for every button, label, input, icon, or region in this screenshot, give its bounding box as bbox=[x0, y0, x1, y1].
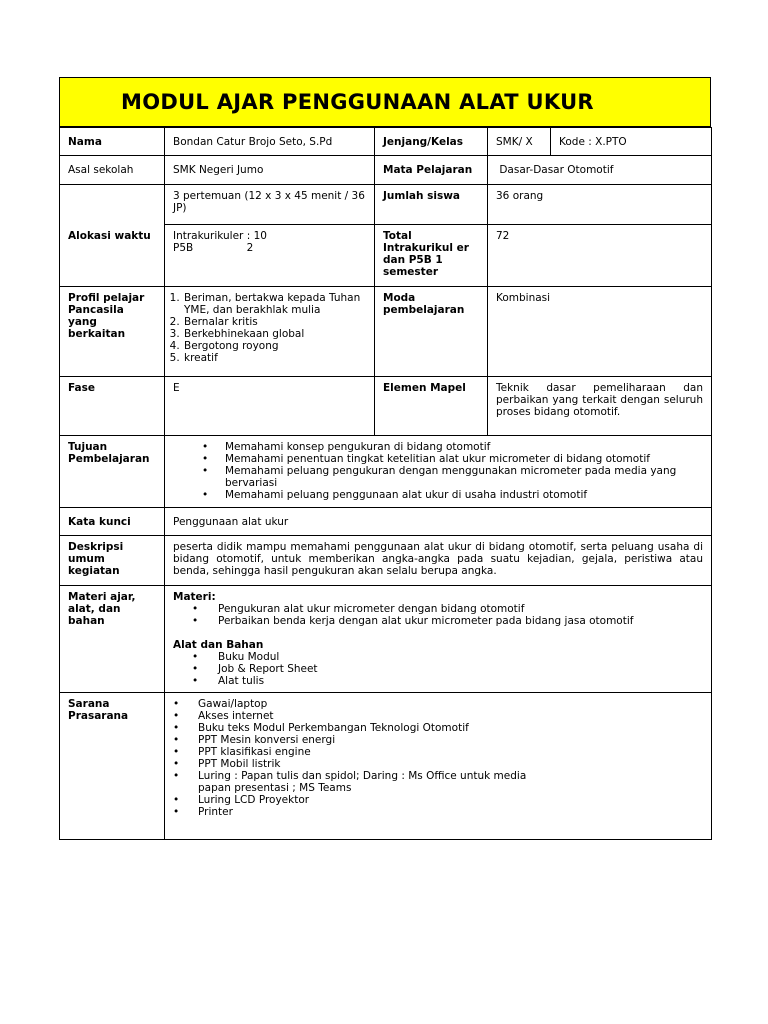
row-alokasi bbox=[60, 185, 712, 225]
label-nama: Nama bbox=[60, 128, 165, 156]
label-jumlah-siswa: Jumlah siswa bbox=[375, 185, 488, 225]
list-item: 5. kreatif bbox=[183, 352, 366, 364]
value-jenjang: SMK/ X bbox=[488, 128, 551, 156]
intra-line: Intrakurikuler : 10 bbox=[173, 230, 267, 242]
list-item: • Akses internet bbox=[173, 710, 543, 722]
alat-bahan-heading: Alat dan Bahan bbox=[173, 639, 264, 651]
row-profil bbox=[60, 287, 712, 377]
value-moda: Kombinasi bbox=[488, 287, 712, 377]
value-mapel: Dasar-Dasar Otomotif bbox=[488, 156, 712, 185]
row-deskripsi bbox=[60, 536, 712, 586]
sarana-spacer bbox=[551, 693, 712, 840]
label-moda: Moda pembelajaran bbox=[375, 287, 488, 377]
value-total-intra: 72 bbox=[488, 225, 712, 287]
label-profil: Profil pelajar Pancasila yang berkaitan bbox=[60, 287, 165, 377]
value-deskripsi: peserta didik mampu memahami penggunaan alat ukur di bidang otomotif, serta peluang usaha di bidang otomotif, untuk memberikan angka-angka pada suatu kejadian, gejala, peristiwa atau benda, sehingga hasil pengukuran akan selalu berupa angka. bbox=[165, 536, 712, 586]
value-asal: SMK Negeri Jumo bbox=[165, 156, 375, 185]
label-tujuan: Tujuan Pembelajaran bbox=[60, 436, 165, 508]
row-nama bbox=[60, 128, 712, 156]
value-intrakurikuler bbox=[165, 225, 375, 287]
row-asal bbox=[60, 156, 712, 185]
tujuan-list bbox=[173, 441, 703, 501]
list-item: • Printer bbox=[173, 806, 543, 818]
list-item: • Buku Modul bbox=[173, 651, 703, 663]
list-item: • Memahami peluang pengukuran dengan menggunakan micrometer pada media yang bervariasi bbox=[173, 465, 703, 489]
list-item: 1. Beriman, bertakwa kepada Tuhan YME, dan berakhlak mulia bbox=[183, 292, 366, 316]
list-item: 4. Bergotong royong bbox=[183, 340, 366, 352]
value-jumlah-siswa: 36 orang bbox=[488, 185, 712, 225]
list-item: 3. Berkebhinekaan global bbox=[183, 328, 366, 340]
document-title: MODUL AJAR PENGGUNAAN ALAT UKUR bbox=[121, 90, 594, 114]
value-tujuan bbox=[165, 436, 712, 508]
value-alokasi: 3 pertemuan (12 x 3 x 45 menit / 36 JP) bbox=[165, 185, 375, 225]
sarana-list bbox=[173, 698, 543, 818]
list-item: • Buku teks Modul Perkembangan Teknologi Otomotif bbox=[173, 722, 543, 734]
value-nama: Bondan Catur Brojo Seto, S.Pd bbox=[165, 128, 375, 156]
list-item: • Alat tulis bbox=[173, 675, 703, 687]
row-fase bbox=[60, 377, 712, 436]
label-elemen: Elemen Mapel bbox=[375, 377, 488, 436]
label-asal: Asal sekolah bbox=[60, 156, 165, 185]
profil-list bbox=[173, 292, 366, 364]
label-fase: Fase bbox=[60, 377, 165, 436]
label-alokasi: Alokasi waktu bbox=[60, 185, 165, 287]
list-item: • Gawai/laptop bbox=[173, 698, 543, 710]
list-item: 2. Bernalar kritis bbox=[183, 316, 366, 328]
label-mapel: Mata Pelajaran bbox=[375, 156, 488, 185]
value-kode: Kode : X.PTO bbox=[551, 128, 712, 156]
list-item: • PPT Mobil listrik bbox=[173, 758, 543, 770]
row-materi bbox=[60, 586, 712, 693]
materi-heading: Materi: bbox=[173, 591, 216, 603]
list-item: • Perbaikan benda kerja dengan alat ukur micrometer pada bidang jasa otomotif bbox=[173, 615, 703, 627]
label-total-intra: Total Intrakurikul er dan P5B 1 semester bbox=[375, 225, 488, 287]
list-item: • PPT klasifikasi engine bbox=[173, 746, 543, 758]
row-tujuan bbox=[60, 436, 712, 508]
value-fase: E bbox=[165, 377, 375, 436]
label-deskripsi: Deskripsi umum kegiatan bbox=[60, 536, 165, 586]
label-materi: Materi ajar, alat, dan bahan bbox=[60, 586, 165, 693]
list-item: • Luring : Papan tulis dan spidol; Daring : Ms Office untuk media papan presentasi ; MS Teams bbox=[173, 770, 543, 794]
label-sarana: Sarana Prasarana bbox=[60, 693, 165, 840]
alat-bahan-list bbox=[173, 651, 703, 687]
title-banner bbox=[59, 77, 711, 127]
list-item: • PPT Mesin konversi energi bbox=[173, 734, 543, 746]
value-kata-kunci: Penggunaan alat ukur bbox=[165, 508, 712, 536]
list-item: • Memahami konsep pengukuran di bidang otomotif bbox=[173, 441, 703, 453]
list-item: • Memahami peluang penggunaan alat ukur di usaha industri otomotif bbox=[173, 489, 703, 501]
row-sarana bbox=[60, 693, 712, 840]
list-item: • Pengukuran alat ukur micrometer dengan bidang otomotif bbox=[173, 603, 703, 615]
list-item: • Job & Report Sheet bbox=[173, 663, 703, 675]
materi-list bbox=[173, 603, 703, 627]
list-item: • Luring LCD Proyektor bbox=[173, 794, 543, 806]
label-jenjang: Jenjang/Kelas bbox=[375, 128, 488, 156]
row-kata-kunci bbox=[60, 508, 712, 536]
module-table bbox=[59, 127, 712, 840]
p5b-line: P5B 2 bbox=[173, 242, 254, 254]
document-page bbox=[59, 77, 711, 840]
value-materi bbox=[165, 586, 712, 693]
label-kata-kunci: Kata kunci bbox=[60, 508, 165, 536]
value-profil bbox=[165, 287, 375, 377]
list-item: • Memahami penentuan tingkat ketelitian alat ukur micrometer di bidang otomotif bbox=[173, 453, 703, 465]
value-elemen: Teknik dasar pemeliharaan dan perbaikan yang terkait dengan seluruh proses bidang otomotif. bbox=[488, 377, 712, 436]
value-sarana bbox=[165, 693, 551, 840]
